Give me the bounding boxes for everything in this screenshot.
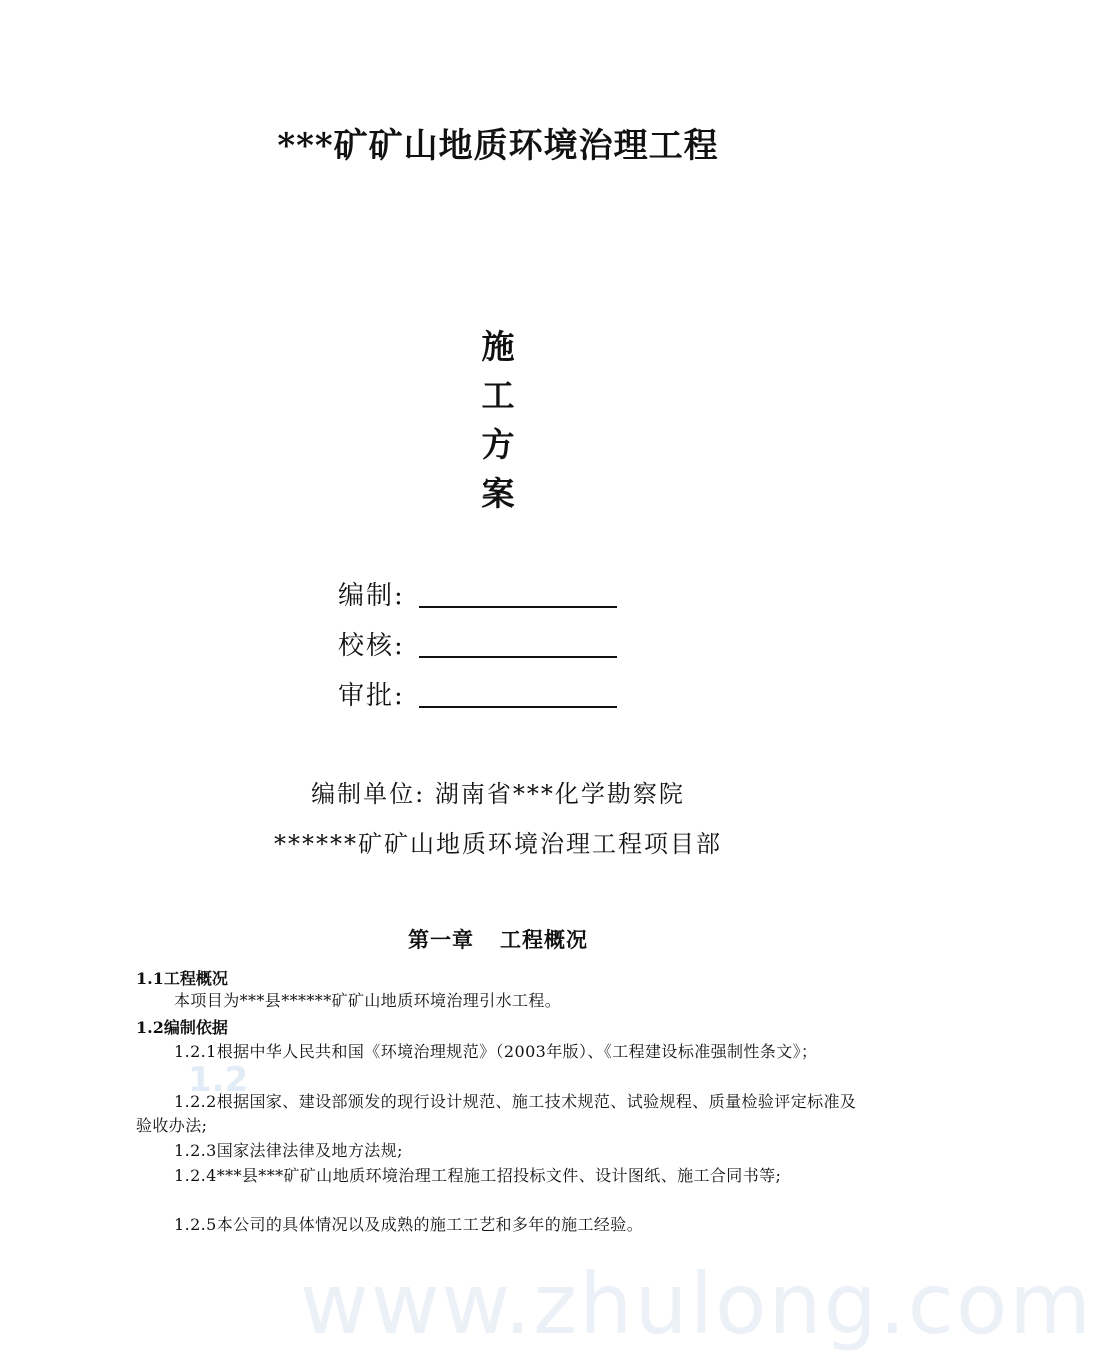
signature-line — [419, 630, 617, 658]
paragraph-text: 本项目为***县******矿矿山地质环境治理引水工程。 — [174, 991, 562, 1010]
signature-line — [419, 580, 617, 608]
compiling-unit: 编制单位: 湖南省***化学勘察院 — [311, 780, 685, 808]
signature-label: 编制: — [338, 581, 405, 611]
signature-label: 校核: — [338, 631, 405, 661]
vertical-title-char: 工 — [481, 376, 515, 415]
list-item-1-2-5 — [136, 1213, 860, 1237]
paragraph-text: 1.2.5本公司的具体情况以及成熟的施工工艺和多年的施工经验。 — [174, 1215, 644, 1234]
chapter-title: 工程概况 — [500, 927, 588, 952]
cover-title: ***矿矿山地质环境治理工程 — [277, 126, 719, 166]
paragraph-text: 1.2.3国家法律法律及地方法规; — [174, 1141, 403, 1160]
signature-row-approve — [338, 672, 617, 712]
signature-label: 审批: — [338, 681, 405, 711]
watermark-mark: 1.2 — [188, 1060, 249, 1100]
vertical-title-char: 方 — [481, 425, 515, 464]
section-heading-1-2: 1.2编制依据 — [136, 1018, 228, 1037]
paragraph-text: 1.2.1根据中华人民共和国《环境治理规范》（2003年版）、《工程建设标准强制性条文》； — [174, 1042, 818, 1061]
signature-row-compile — [338, 572, 617, 612]
section-heading-1-1: 1.1工程概况 — [136, 969, 228, 988]
watermark: www.zhulong.com — [300, 1255, 1093, 1353]
paragraph-text: 1.2.2根据国家、建设部颁发的现行设计规范、施工技术规范、试验规程、质量检验评定标准及验收办法; — [136, 1092, 857, 1135]
vertical-title — [476, 322, 520, 518]
chapter-heading — [0, 924, 996, 954]
section-paragraph-1-1 — [136, 989, 860, 1013]
signature-row-check — [338, 622, 617, 662]
signature-line — [419, 680, 617, 708]
vertical-title-char: 案 — [481, 474, 515, 513]
paragraph-text: 1.2.4***县***矿矿山地质环境治理工程施工招投标文件、设计图纸、施工合同书等; — [174, 1166, 782, 1185]
chapter-number: 第一章 — [408, 927, 474, 952]
project-department: ******矿矿山地质环境治理工程项目部 — [274, 830, 722, 858]
list-item-1-2-4 — [136, 1164, 860, 1188]
vertical-title-char: 施 — [481, 327, 515, 366]
list-item-1-2-3 — [136, 1139, 860, 1163]
